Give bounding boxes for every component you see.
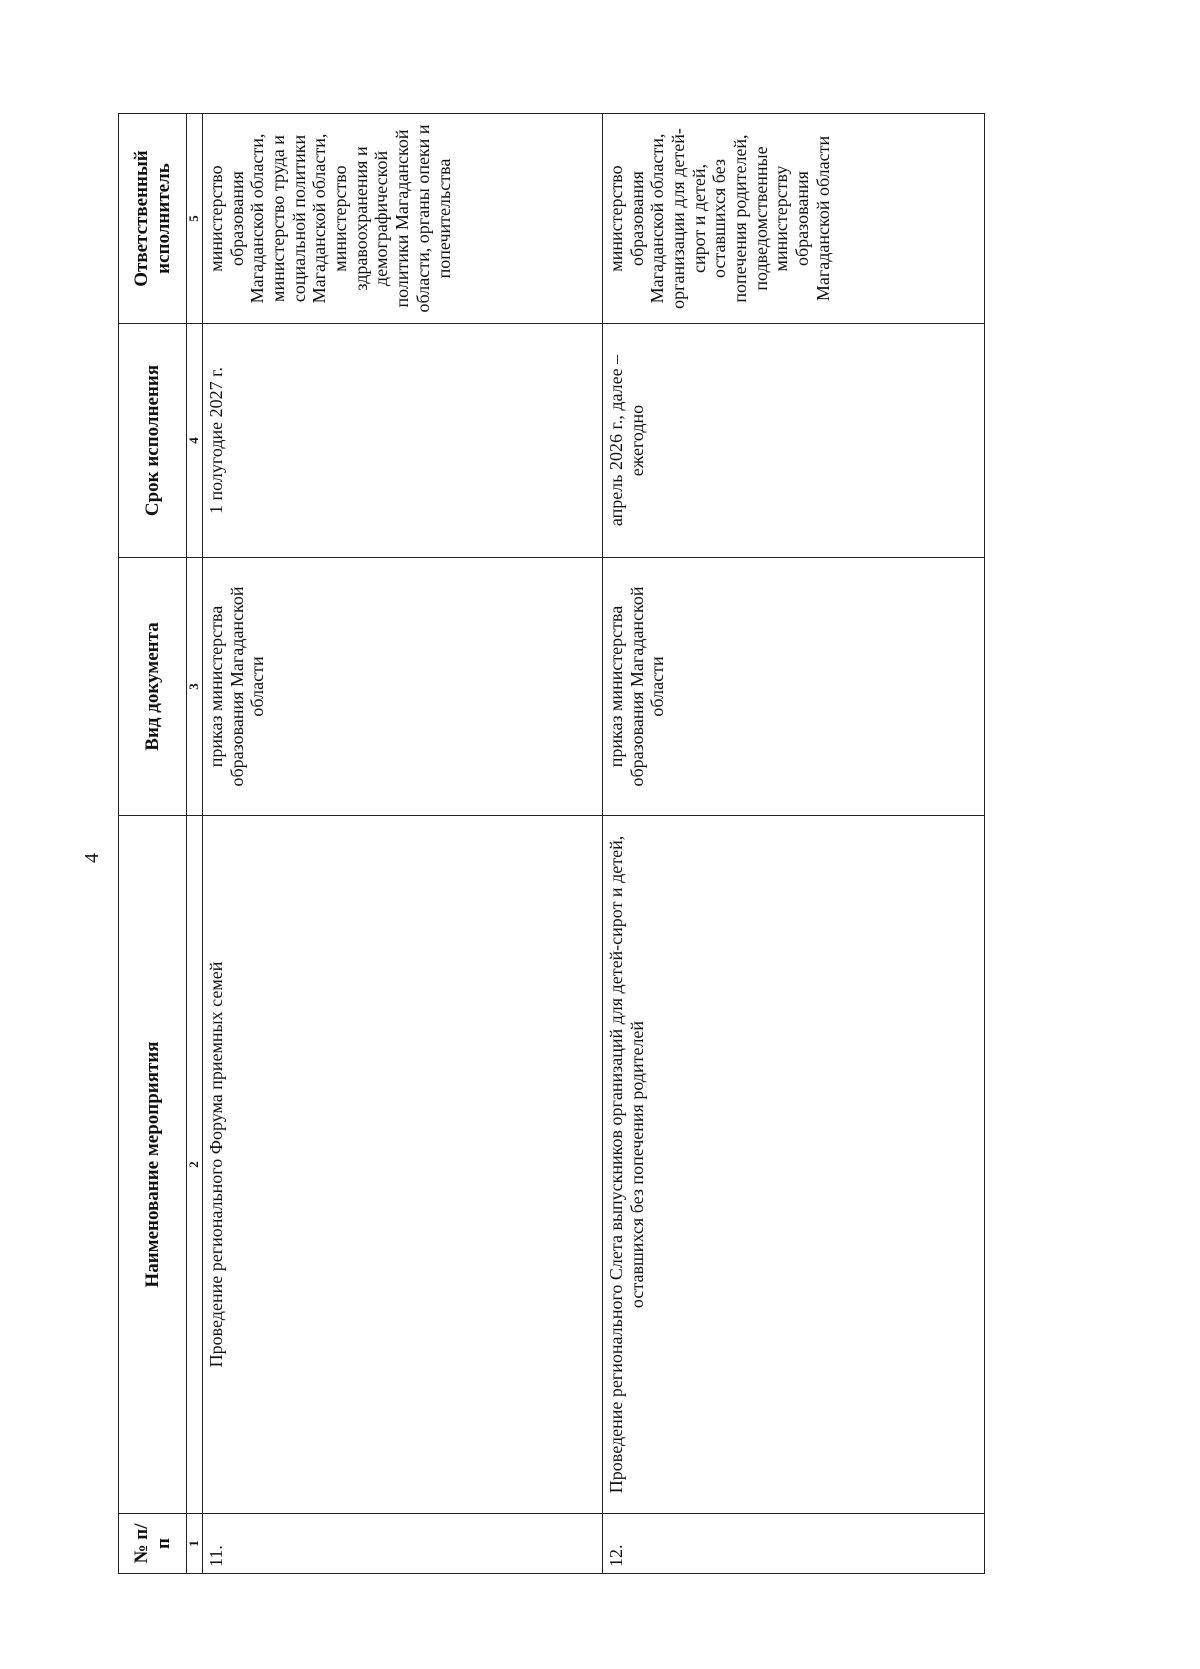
column-number: 1: [187, 1514, 203, 1574]
responsible: министерство образования Магаданской области, министерство труда и социальной политики Магаданской области, министерство здравоохранения и демографической политики Магаданской области, органы опеки и попечительства: [202, 114, 602, 324]
column-number-row: [187, 114, 203, 1574]
header-no: № п/п: [119, 1514, 187, 1574]
row-number: 11.: [202, 1514, 602, 1574]
responsible: министерство образования Магаданской области, организации для детей-сирот и детей, оставшихся без попечения родителей, подведомственные министерству образования Магаданской области: [602, 114, 984, 324]
page-number: 4: [81, 853, 103, 863]
document-type: приказ министерства образования Магаданской области: [202, 558, 602, 816]
rotated-page-content: [118, 114, 985, 1574]
header-term: Срок исполнения: [119, 324, 187, 558]
header-name: Наименование мероприятия: [119, 816, 187, 1514]
table-header-row: [119, 114, 187, 1574]
table-row: [602, 114, 984, 1574]
document-type: приказ министерства образования Магаданской области: [602, 558, 984, 816]
event-name: Проведение регионального Форума приемных семей: [202, 816, 602, 1514]
deadline: 1 полугодие 2027 г.: [202, 324, 602, 558]
events-table: [118, 113, 985, 1574]
event-name: Проведение регионального Слета выпускников организаций для детей-сирот и детей, оставшихся без попечения родителей: [602, 816, 984, 1514]
column-number: 5: [187, 114, 203, 324]
deadline: апрель 2026 г., далее – ежегодно: [602, 324, 984, 558]
header-doc: Вид документа: [119, 558, 187, 816]
header-resp: Ответственный исполнитель: [119, 114, 187, 324]
table-row: [202, 114, 602, 1574]
column-number: 3: [187, 558, 203, 816]
column-number: 2: [187, 816, 203, 1514]
column-number: 4: [187, 324, 203, 558]
row-number: 12.: [602, 1514, 984, 1574]
